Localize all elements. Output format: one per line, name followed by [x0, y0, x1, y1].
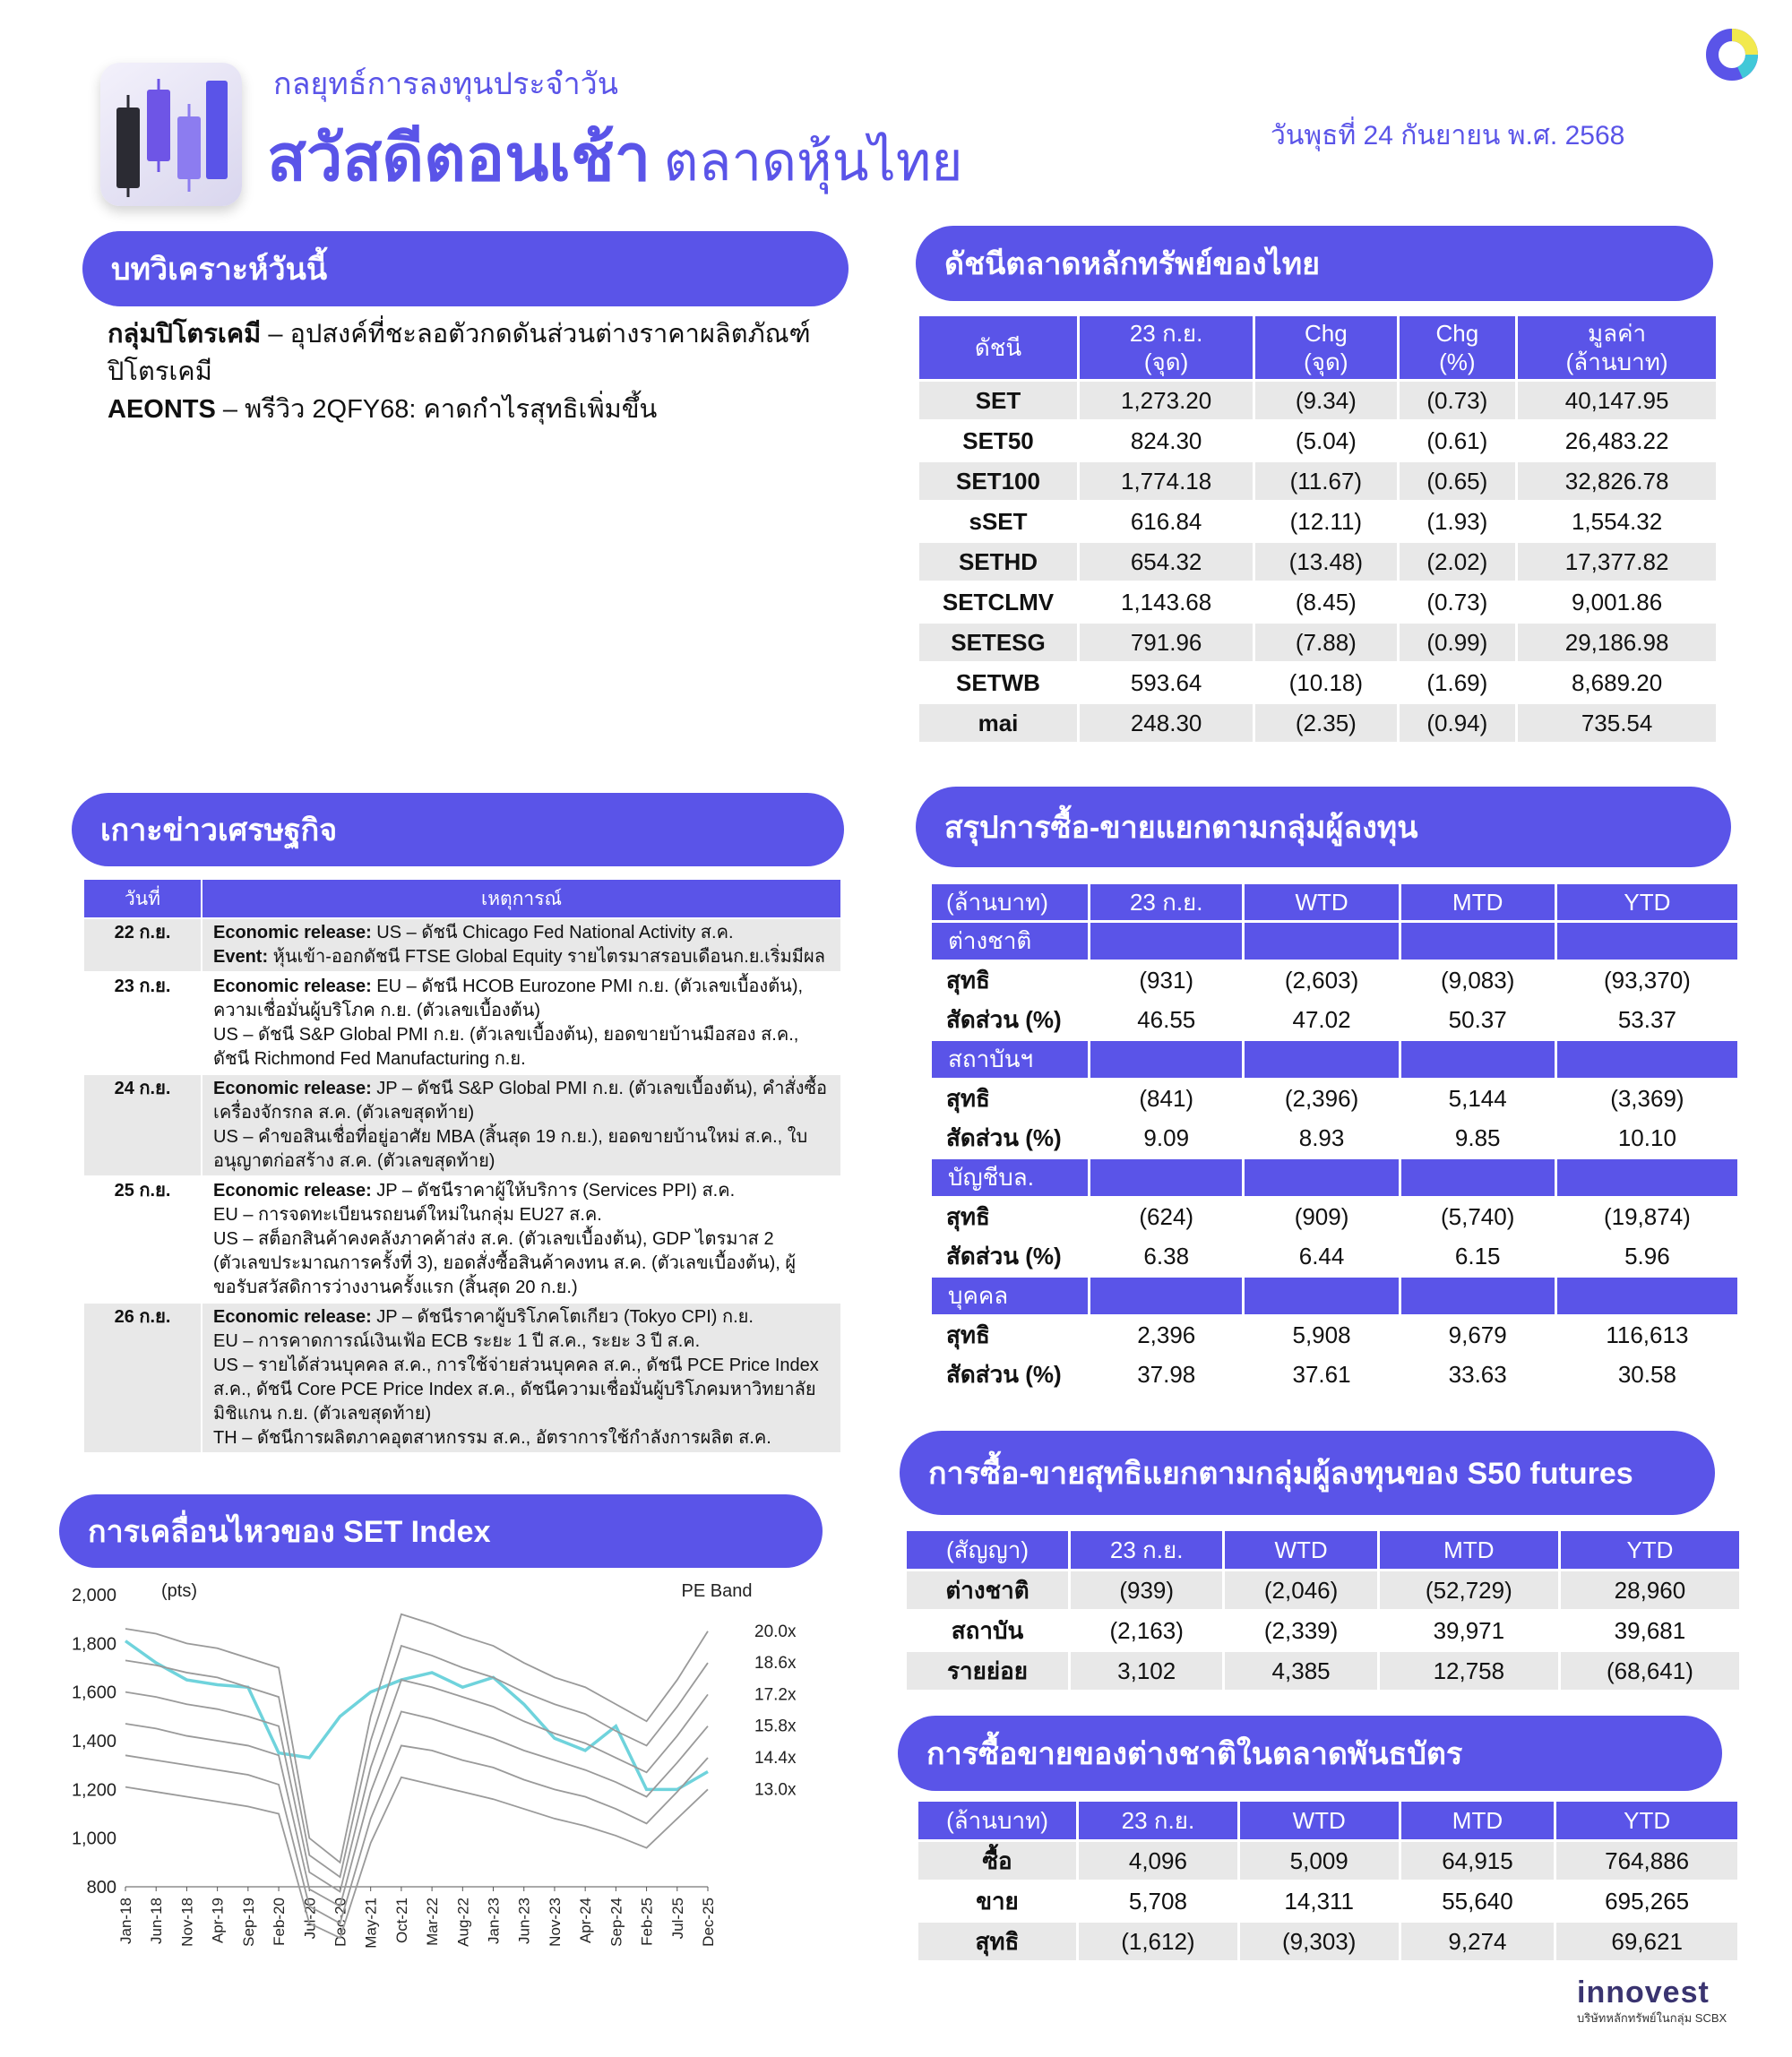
table-row: ขาย 5,708 14,311 55,640 695,265	[918, 1882, 1737, 1920]
header-illustration	[100, 63, 242, 206]
analysis-list	[108, 315, 851, 428]
pe-band-label: 14.4x	[754, 1749, 797, 1769]
page-title	[267, 106, 963, 209]
x-tick-label: Sep-24	[607, 1898, 625, 1947]
x-tick-label: Aug-22	[454, 1898, 472, 1947]
y-tick-label: 1,800	[71, 1634, 116, 1655]
page-kicker: กลยุทธ์การลงทุนประจำวัน	[273, 67, 618, 101]
investor-header-row: (ล้านบาท) 23 ก.ย. WTD MTD YTD	[932, 884, 1737, 920]
table-row: รายย่อย 3,102 4,385 12,758 (68,641)	[907, 1652, 1739, 1690]
table-row: SETHD 654.32 (13.48) (2.02) 17,377.82	[919, 543, 1716, 581]
table-row: 24 ก.ย. Economic release: JP – ดัชนี S&P Global PMI ก.ย. (ตัวเลขเบื้องต้น), คำสั่งซื้อเครื่องจักรกล ส.ค. (ตัวเลขสุดท้าย) US – คำขอสินเชื่อที่อยู่อาศัย MBA (สิ้นสุด 19 ก.ย.), ยอดขายบ้านใหม่ ส.ค., ใบอนุญาตก่อสร้าง ส.ค. (ตัวเลขสุดท้าย)	[84, 1075, 840, 1175]
indices-header-row: ดัชนี 23 ก.ย. (จุด) Chg (จุด) Chg (%) มูลค่า (ล้านบาท)	[919, 316, 1716, 379]
candlestick-icon	[100, 63, 242, 206]
pe-band-label: 15.8x	[754, 1717, 797, 1736]
table-row: sSET 616.84 (12.11) (1.93) 1,554.32	[919, 503, 1716, 540]
bonds-table	[916, 1799, 1740, 1963]
page-title-bold: สวัสดีตอนเช้า	[267, 123, 651, 194]
x-tick-label: Apr-19	[209, 1898, 227, 1944]
x-tick-label: May-21	[362, 1898, 380, 1949]
x-tick-label: Sep-19	[239, 1898, 257, 1947]
table-row: 26 ก.ย. Economic release: JP – ดัชนีราคาผู้บริโภคโตเกียว (Tokyo CPI) ก.ย. EU – การคาดการณ์เงินเฟ้อ ECB ระยะ 1 ปี ส.ค., ระยะ 3 ปี ส.ค. US – รายได้ส่วนบุคคล ส.ค., การใช้จ่ายส่วนบุคคล ส.ค., ดัชนี PCE Price Index ส.ค., ดัชนี Core PCE Price Index ส.ค., ดัชนีความเชื่อมั่นผู้บริโภคมหาวิทยาลัยมิชิแกน ก.ย. (ตัวเลขสุดท้าย) TH – ดัชนีการผลิตภาคอุตสาหกรรม ส.ค., อัตราการใช้กำลังการผลิต ส.ค.	[84, 1304, 840, 1452]
y-tick-label: 800	[86, 1878, 116, 1898]
legend-title: PE Band	[681, 1581, 753, 1601]
table-row: SETCLMV 1,143.68 (8.45) (0.73) 9,001.86	[919, 583, 1716, 621]
page-title-light: ตลาดหุ้นไทย	[663, 132, 963, 192]
x-tick-label: Feb-25	[638, 1898, 656, 1946]
y-tick-label: 2,000	[71, 1586, 116, 1605]
set-index-chart	[54, 1568, 824, 1962]
set-index-chart-svg	[54, 1568, 824, 1962]
table-row: สุทธิ 2,396 5,908 9,679 116,613	[932, 1317, 1737, 1354]
x-tick-label: Jul-25	[668, 1898, 686, 1940]
investor-group-row: ต่างชาติ	[932, 923, 1737, 960]
futures-header-row: (สัญญา) 23 ก.ย. WTD MTD YTD	[907, 1531, 1739, 1569]
table-row: 22 ก.ย. Economic release: US – ดัชนี Chicago Fed National Activity ส.ค. Event: หุ้นเข้า-ออกดัชนี FTSE Global Equity รายไตรมาสรอบเดือนก.ย.เริ่มมีผล	[84, 919, 840, 971]
investor-group-row: บุคคล	[932, 1278, 1737, 1314]
y-tick-label: 1,600	[71, 1683, 116, 1703]
y-tick-label: 1,400	[71, 1732, 116, 1751]
pe-band-label: 18.6x	[754, 1654, 797, 1674]
investor-group-row: สถาบันฯ	[932, 1041, 1737, 1078]
x-tick-label: Dec-20	[332, 1898, 349, 1947]
table-row: สุทธิ (841) (2,396) 5,144 (3,369)	[932, 1080, 1737, 1117]
x-tick-label: Nov-23	[546, 1898, 564, 1947]
brand-logo	[1577, 1975, 1727, 2027]
x-tick-label: Jan-23	[485, 1898, 503, 1944]
pe-band-line	[125, 1711, 708, 1906]
bonds-header-row: (ล้านบาท) 23 ก.ย. WTD MTD YTD	[918, 1802, 1737, 1839]
y-axis-label: (pts)	[161, 1581, 197, 1601]
brand-ring-icon	[1704, 27, 1760, 82]
table-row: ซื้อ 4,096 5,009 64,915 764,886	[918, 1842, 1737, 1880]
pe-band-label: 17.2x	[754, 1685, 797, 1705]
news-table	[82, 878, 842, 1454]
table-row: SET100 1,774.18 (11.67) (0.65) 32,826.78	[919, 462, 1716, 500]
x-tick-label: Jun-23	[515, 1898, 533, 1944]
futures-heading: การซื้อ-ขายสุทธิแยกตามกลุ่มผู้ลงทุนของ S50 futures	[900, 1431, 1715, 1515]
x-tick-label: Apr-24	[577, 1898, 595, 1944]
indices-table	[917, 314, 1719, 744]
table-row: 25 ก.ย. Economic release: JP – ดัชนีราคาผู้ให้บริการ (Services PPI) ส.ค. EU – การจดทะเบียนรถยนต์ใหม่ในกลุ่ม EU27 ส.ค. US – สต็อกสินค้าคงคลังภาคค้าส่ง ส.ค. (ตัวเลขเบื้องต้น), GDP ไตรมาส 2 (ตัวเลขประมาณการครั้งที่ 3), ยอดสั่งซื้อสินค้าคงทน ส.ค. (ตัวเลขเบื้องต้น), ผู้ขอรับสวัสดิการว่างงานครั้งแรก (สิ้นสุด 20 ก.ย.)	[84, 1177, 840, 1302]
table-row: สุทธิ (1,612) (9,303) 9,274 69,621	[918, 1923, 1737, 1960]
table-row: SET 1,273.20 (9.34) (0.73) 40,147.95	[919, 382, 1716, 419]
table-row: mai 248.30 (2.35) (0.94) 735.54	[919, 704, 1716, 742]
table-row: สุทธิ (931) (2,603) (9,083) (93,370)	[932, 962, 1737, 999]
table-row: สัดส่วน (%) 9.09 8.93 9.85 10.10	[932, 1120, 1737, 1157]
table-row: SET50 824.30 (5.04) (0.61) 26,483.22	[919, 422, 1716, 460]
table-row: ต่างชาติ (939) (2,046) (52,729) 28,960	[907, 1571, 1739, 1609]
x-tick-label: Dec-25	[700, 1898, 717, 1947]
news-heading: เกาะข่าวเศรษฐกิจ	[72, 793, 844, 866]
y-tick-label: 1,200	[71, 1780, 116, 1801]
table-row: SETESG 791.96 (7.88) (0.99) 29,186.98	[919, 624, 1716, 661]
table-row: SETWB 593.64 (10.18) (1.69) 8,689.20	[919, 664, 1716, 701]
y-tick-label: 1,000	[71, 1829, 116, 1849]
table-row: สุทธิ (624) (909) (5,740) (19,874)	[932, 1199, 1737, 1235]
analysis-item[interactable]: AEONTS – พรีวิว 2QFY68: คาดกำไรสุทธิเพิ่มขึ้น	[108, 395, 658, 424]
brand-logo-text: innovest	[1577, 1975, 1710, 2010]
table-row: สัดส่วน (%) 46.55 47.02 50.37 53.37	[932, 1002, 1737, 1038]
table-row: สถาบัน (2,163) (2,339) 39,971 39,681	[907, 1612, 1739, 1649]
analysis-heading: บทวิเคราะห์วันนี้	[82, 231, 849, 306]
table-row: 23 ก.ย. Economic release: EU – ดัชนี HCOB Eurozone PMI ก.ย. (ตัวเลขเบื้องต้น), ความเชื่อมั่นผู้บริโภค ก.ย. (ตัวเลขเบื้องต้น) US – ดัชนี S&P Global PMI ก.ย. (ตัวเลขเบื้องต้น), ยอดขายบ้านมือสอง ส.ค., ดัชนี Richmond Fed Manufacturing ก.ย.	[84, 973, 840, 1073]
indices-heading: ดัชนีตลาดหลักทรัพย์ของไทย	[916, 226, 1713, 301]
report-date: วันพุธที่ 24 กันยายน พ.ศ. 2568	[1271, 121, 1625, 151]
table-row: สัดส่วน (%) 37.98 37.61 33.63 30.58	[932, 1356, 1737, 1393]
table-row: สัดส่วน (%) 6.38 6.44 6.15 5.96	[932, 1238, 1737, 1275]
investor-group-row: บัญชีบล.	[932, 1159, 1737, 1196]
analysis-item[interactable]: กลุ่มปิโตรเคมี – อุปสงค์ที่ชะลอตัวกดดันส่วนต่างราคาผลิตภัณฑ์ปิโตรเคมี	[108, 320, 811, 386]
pe-band-label: 20.0x	[754, 1622, 797, 1641]
bonds-heading: การซื้อขายของต่างชาติในตลาดพันธบัตร	[898, 1716, 1722, 1791]
x-tick-label: Mar-22	[424, 1898, 442, 1946]
pe-band-line	[125, 1646, 708, 1877]
x-tick-label: Jan-18	[117, 1898, 134, 1944]
x-tick-label: Oct-21	[392, 1898, 410, 1944]
pe-band-label: 13.0x	[754, 1780, 797, 1800]
pe-band-line	[125, 1745, 708, 1923]
x-tick-label: Jul-20	[301, 1898, 319, 1940]
brand-tagline: บริษัทหลักทรัพย์ในกลุ่ม SCBX	[1577, 2011, 1727, 2025]
x-tick-label: Nov-18	[178, 1898, 196, 1947]
futures-table	[904, 1528, 1742, 1692]
investor-table	[929, 882, 1740, 1396]
news-header-row: วันที่ เหตุการณ์	[84, 880, 840, 917]
x-tick-label: Feb-20	[271, 1898, 289, 1946]
set-chart-heading: การเคลื่อนไหวของ SET Index	[59, 1494, 823, 1568]
x-tick-label: Jun-18	[148, 1898, 166, 1944]
investor-heading: สรุปการซื้อ-ขายแยกตามกลุ่มผู้ลงทุน	[916, 787, 1731, 867]
pe-band-line	[125, 1680, 708, 1891]
